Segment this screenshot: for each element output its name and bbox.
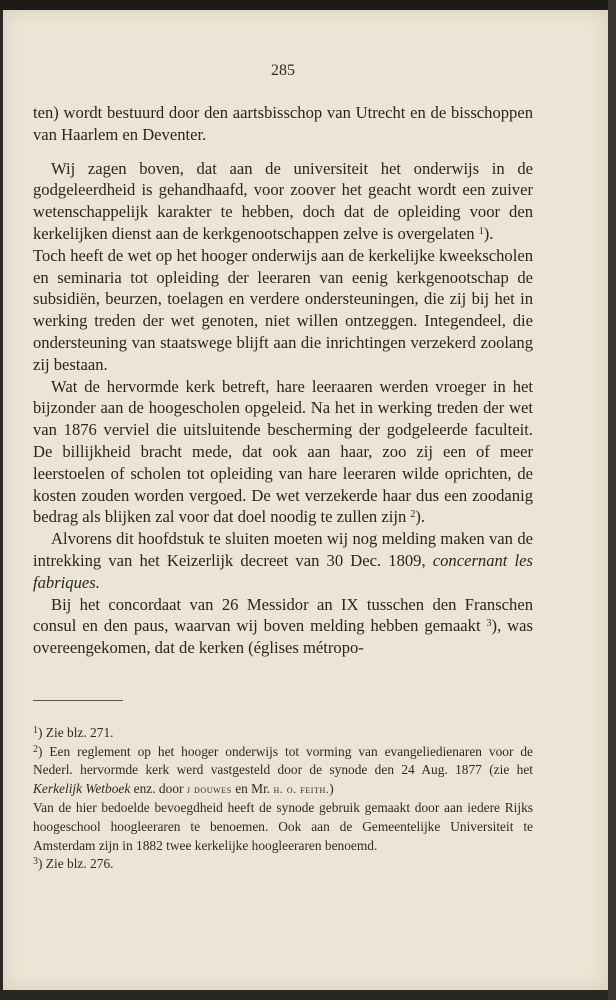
scan-right-border <box>608 0 616 1000</box>
paragraph-text: Wij zagen boven, dat aan de universiteit het onderwijs in de godgeleerdheid is gehandhaafd, voor zoover het geacht wordt een zuiver wetenschappelijk karakter te hebben, doch dat de opleiding voor den kerkelijken dienst aan de kerkgenootschappen zelve is overgelaten <box>33 158 533 243</box>
footnote-italic: Kerkelijk Wetboek <box>33 780 131 796</box>
footnote-text: ) Zie blz. 276. <box>38 856 114 872</box>
footnote-divider <box>33 700 123 701</box>
footnote-3 <box>33 855 533 874</box>
footnote-author: h. o. feith. <box>273 783 330 796</box>
paragraph-2 <box>33 158 533 245</box>
footnote-text: ) Een reglement op het hooger onderwijs tot vorming van evangeliedienaren voor de Nederl. hervormde kerk werd vastgesteld door de synode den 24 Aug. 1877 (zie het <box>33 743 533 778</box>
paragraph-text: ). <box>415 507 426 527</box>
page-number: 285 <box>271 62 295 79</box>
footnote-1 <box>33 724 533 743</box>
footnote-mark: 2 <box>33 743 38 755</box>
footnote-ref[interactable]: 2 <box>410 509 416 521</box>
paragraph-text: ten) wordt bestuurd door den aartsbisschop van Utrecht en de bisschoppen van Haarlem en Deventer. <box>33 103 533 144</box>
paragraph-text: ). <box>483 223 494 243</box>
paragraph-text: Bij het concordaat van 26 Messidor an IX tusschen den Franschen consul en den paus, waarvan wij boven melding hebben gemaakt <box>33 594 533 636</box>
footnote-text: enz. door <box>130 780 187 796</box>
footnote-author: j douwes <box>186 783 232 796</box>
footnote-ref[interactable]: 1 <box>478 225 484 237</box>
footnote-2-continued <box>33 799 533 855</box>
scan-top-border <box>0 0 616 10</box>
footnote-2 <box>33 743 533 800</box>
paragraph-text: Wat de hervormde kerk betreft, hare leeraaren werden vroeger in het bijzonder aan de hoogescholen opgeleid. Na het in werking treden der wet van 1876 verviel die uitsluitende bescherming der godgeleerde faculteit. De billijkheid bracht mede, dat ook aan haar, zoo zij een of meer leerstoelen of scholen tot opleiding van hare leeraren wilde oprichten, de kosten zouden worden vergoed. De wet verzekerde haar dus een zoodanig bedrag als blijken zal voor dat doel noodig te zullen zijn <box>33 376 533 527</box>
paragraph-4 <box>33 376 533 529</box>
book-page <box>3 10 608 990</box>
footnote-text: en Mr. <box>231 780 274 796</box>
paragraph-5 <box>33 528 533 593</box>
paragraph-6 <box>33 594 533 659</box>
footnote-text: Van de hier bedoelde bevoegdheid heeft de synode gebruik gemaakt door aan iedere Rijks hoogeschool hoogleeraren te benoemen. Ook aan de Gemeentelijke Universiteit te Amsterdam zijn in 1882 twee kerkelijke hoogleeraren benoemd. <box>33 800 533 853</box>
footnote-mark: 1 <box>33 725 38 736</box>
footnote-ref[interactable]: 3 <box>486 618 492 630</box>
footnote-mark: 3 <box>33 856 38 868</box>
paragraph-text: Toch heeft de wet op het hooger onderwijs aan de kerkelijke kweekscholen en seminaria tot opleiding der leeraren van eenig kerkgenootschap de subsidiën, beurzen, toelagen en verdere ondersteuningen, die zij bij het in werking treden der wet genoten, niet willen ontzeggen. Integendeel, die ondersteuning van staatswege blijft aan die inrichtingen verzekerd zoolang zij bestaan. <box>33 245 533 374</box>
footnotes <box>33 724 533 874</box>
footnote-text: ) <box>329 780 334 796</box>
footnote-text: ) Zie blz. 271. <box>38 725 114 740</box>
body-text <box>33 102 533 659</box>
paragraph-text: ), was overeengekomen, dat de kerken (églises métropo- <box>33 616 533 658</box>
paragraph-1 <box>33 102 533 146</box>
paragraph-text: Alvorens dit hoofdstuk te sluiten moeten wij nog melding maken van de intrekking van het Keizerlijk decreet van 30 Dec. 1809, <box>33 529 533 570</box>
italic-phrase: concernant les fabriques. <box>33 550 533 592</box>
paragraph-3 <box>33 245 533 376</box>
